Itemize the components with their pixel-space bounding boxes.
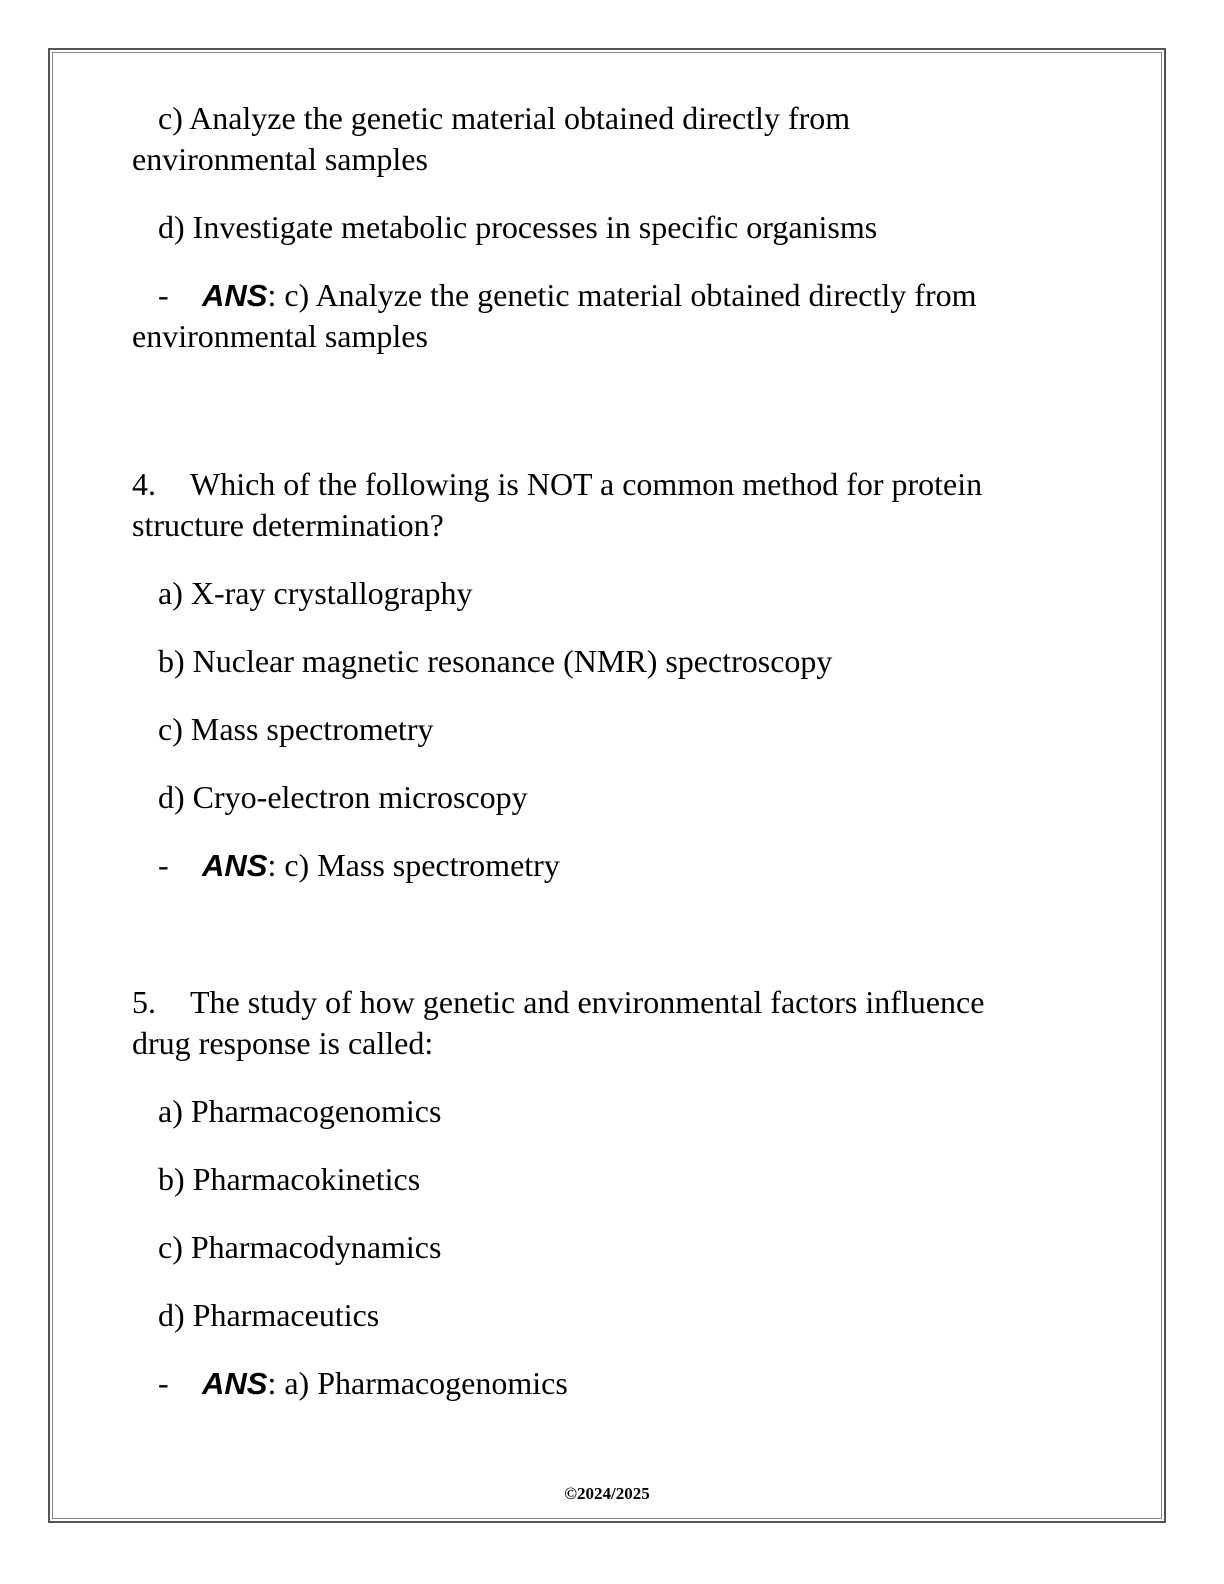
answer-text: : c) Mass spectrometry bbox=[267, 847, 560, 883]
question-number: 4. bbox=[132, 466, 156, 502]
q5-option-c: c) Pharmacodynamics bbox=[158, 1229, 442, 1265]
question-text: structure determination? bbox=[132, 507, 444, 543]
answer-label: ANS bbox=[202, 278, 268, 313]
answer-label: ANS bbox=[202, 1366, 268, 1401]
q3-option-c bbox=[132, 98, 1092, 180]
question-text: The study of how genetic and environmental factors influence bbox=[190, 984, 985, 1020]
page-content bbox=[132, 98, 1092, 1404]
q4-option-a: a) X-ray crystallography bbox=[158, 575, 473, 611]
q4-option-c: c) Mass spectrometry bbox=[158, 711, 434, 747]
copyright-footer: ©2024/2025 bbox=[564, 1484, 650, 1503]
answer-text: : c) Analyze the genetic material obtained directly from bbox=[267, 277, 977, 313]
answer-dash: - bbox=[158, 847, 169, 883]
q3-option-d: d) Investigate metabolic processes in specific organisms bbox=[158, 209, 878, 245]
q5-answer bbox=[132, 1363, 1092, 1404]
q5-question bbox=[132, 982, 1092, 1064]
answer-dash: - bbox=[158, 1365, 169, 1401]
q4-option-d: d) Cryo-electron microscopy bbox=[158, 779, 528, 815]
q4-question bbox=[132, 464, 1092, 546]
answer-dash: - bbox=[158, 277, 169, 313]
option-text: environmental samples bbox=[132, 141, 428, 177]
option-text: c) Analyze the genetic material obtained directly from bbox=[158, 100, 851, 136]
question-text: drug response is called: bbox=[132, 1025, 434, 1061]
q5-option-d: d) Pharmaceutics bbox=[158, 1297, 380, 1333]
q3-answer bbox=[132, 275, 1092, 357]
question-number: 5. bbox=[132, 984, 156, 1020]
q5-option-a: a) Pharmacogenomics bbox=[158, 1093, 442, 1129]
answer-text: environmental samples bbox=[132, 318, 428, 354]
question-text: Which of the following is NOT a common method for protein bbox=[190, 466, 983, 502]
q4-option-b: b) Nuclear magnetic resonance (NMR) spectroscopy bbox=[158, 643, 833, 679]
q4-answer bbox=[132, 845, 1092, 886]
answer-text: : a) Pharmacogenomics bbox=[267, 1365, 568, 1401]
q5-option-b: b) Pharmacokinetics bbox=[158, 1161, 421, 1197]
answer-label: ANS bbox=[202, 848, 268, 883]
